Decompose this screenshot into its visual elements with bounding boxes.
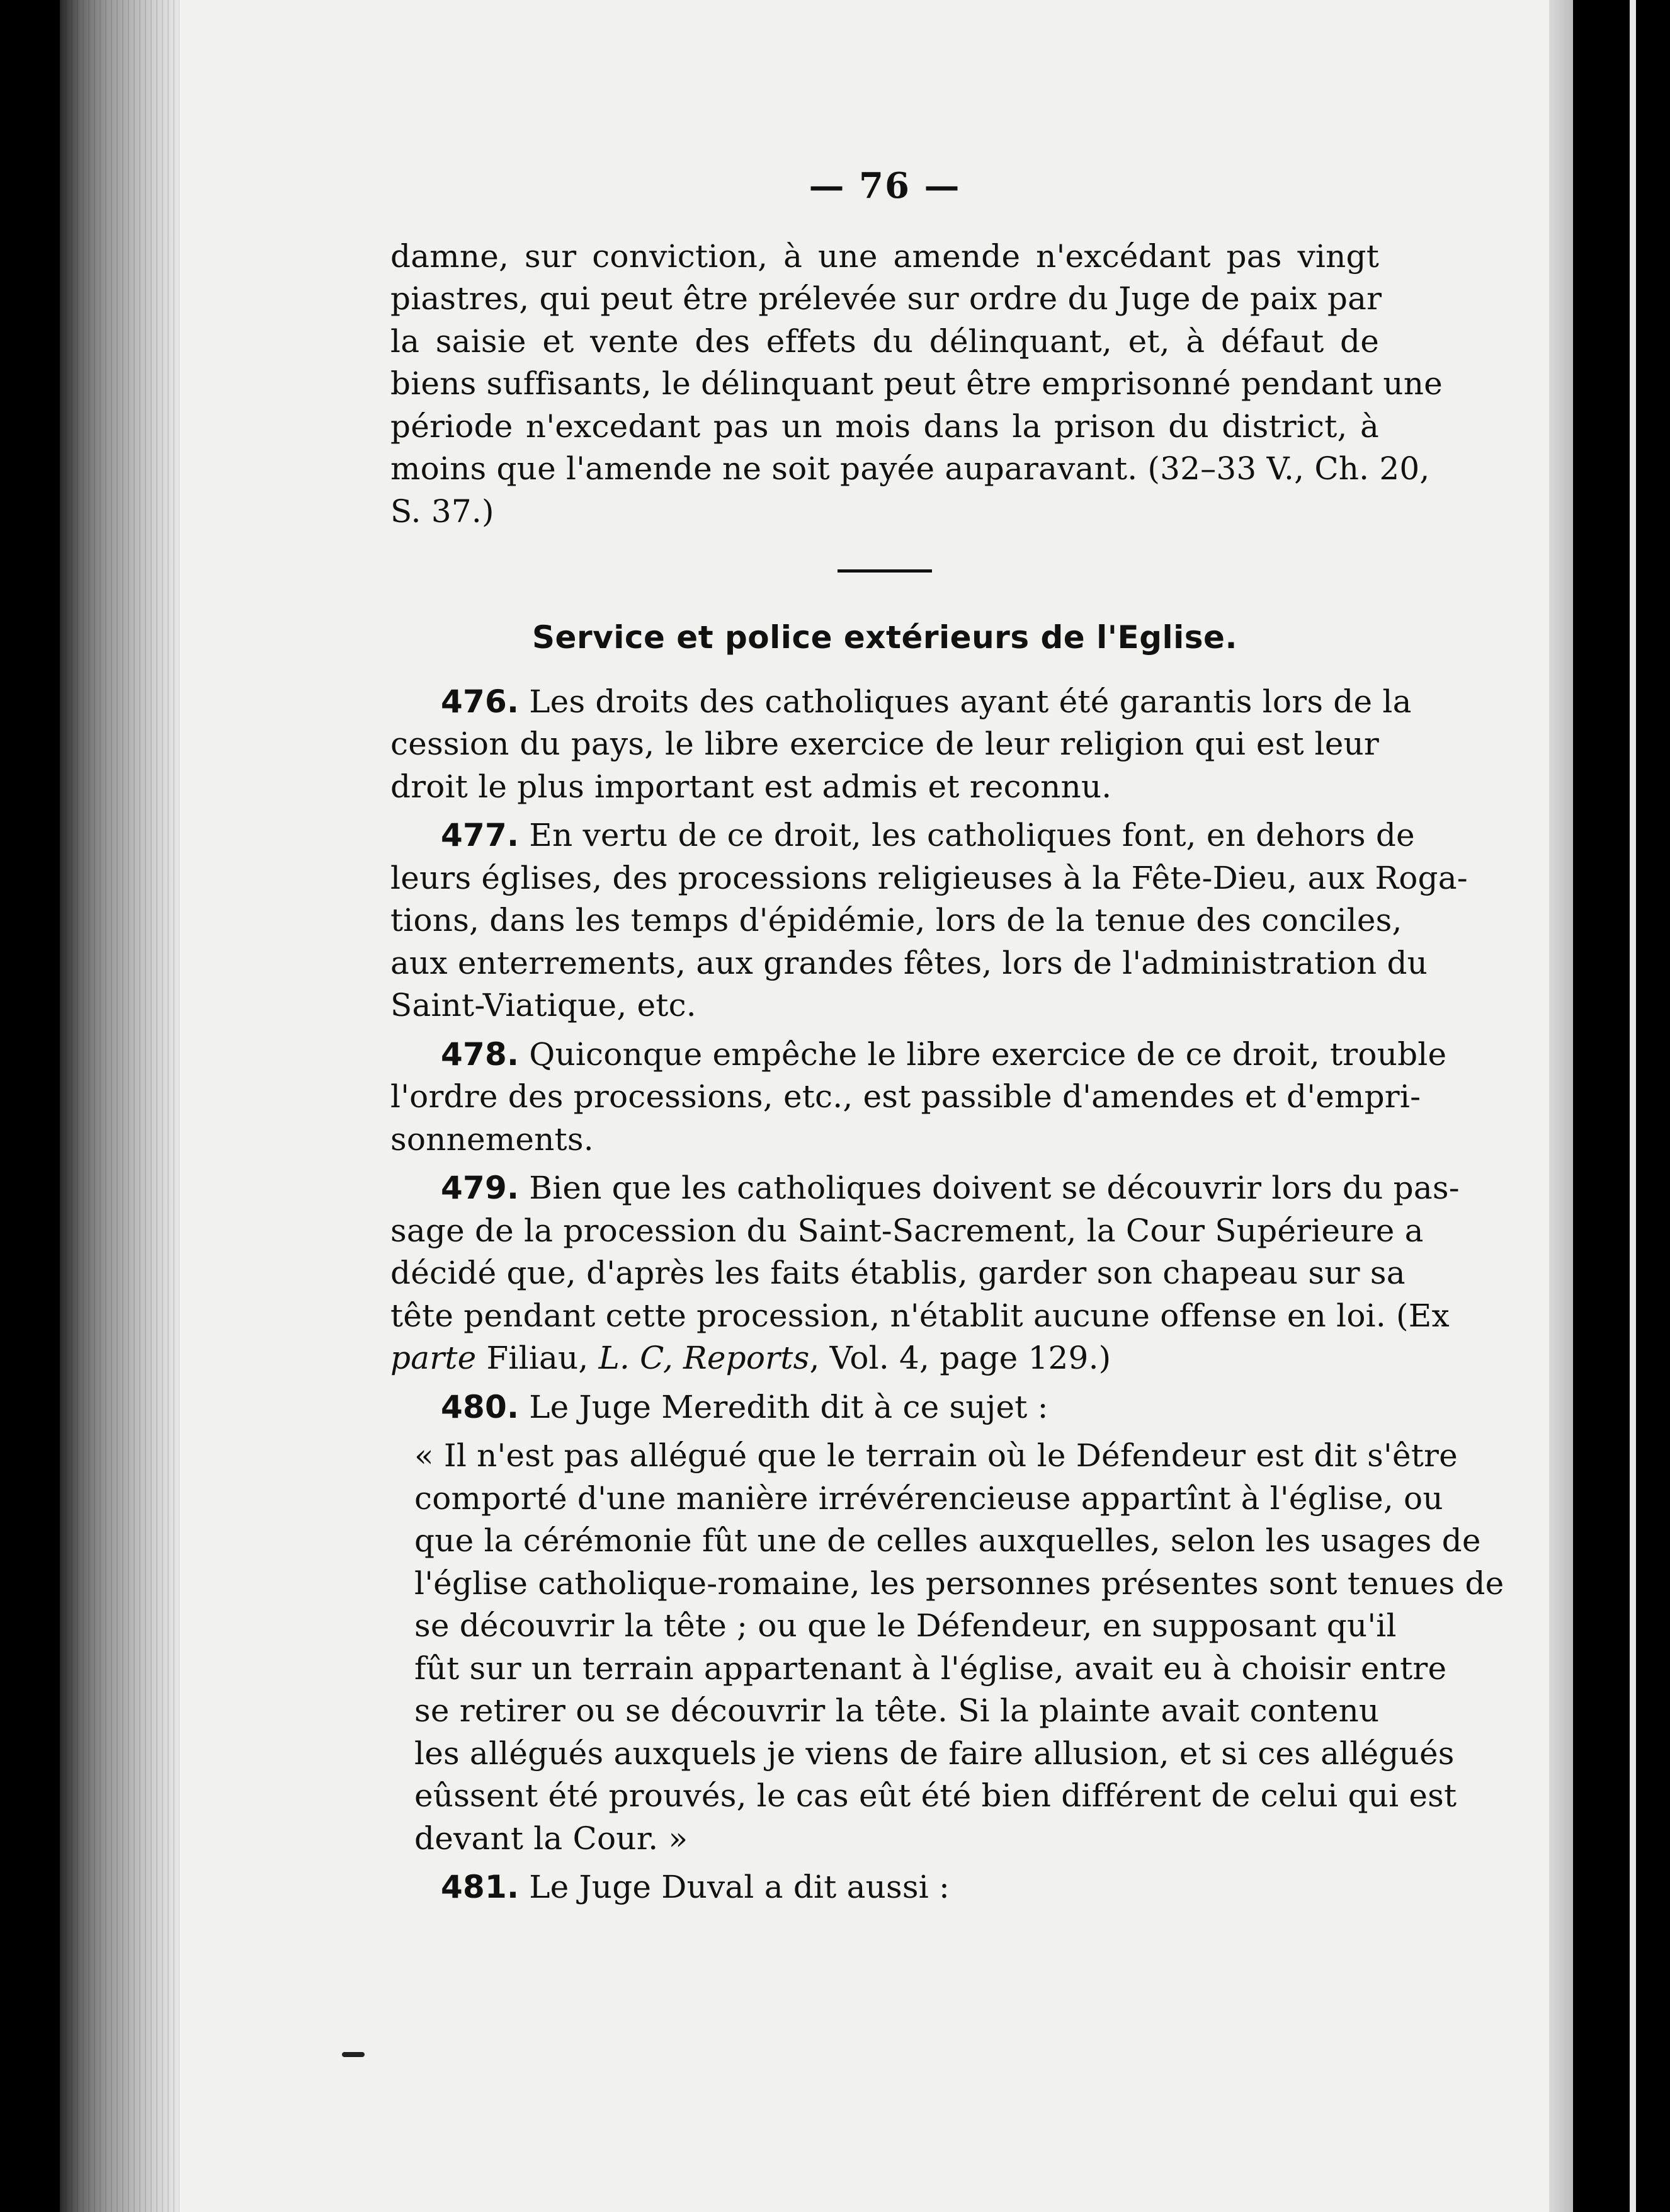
article-number: 479. <box>441 1170 520 1206</box>
text-line <box>390 1034 1447 1076</box>
text-span: En vertu de ce droit, les catholiques font, en dehors de <box>529 817 1415 853</box>
italic-text: L. C, Reports <box>598 1340 810 1376</box>
text-span: , Vol. 4, page 129.) <box>809 1340 1111 1376</box>
article-number: 477. <box>441 817 520 853</box>
italic-text: parte <box>390 1340 477 1376</box>
text-line <box>390 1866 1379 1909</box>
text-line: tête pendant cette procession, n'établit aucune offense en loi. (Ex <box>390 1297 1450 1334</box>
scan-right-border <box>1573 0 1670 2212</box>
text-line: leurs églises, des processions religieuses à la Fête-Dieu, aux Roga- <box>390 859 1468 896</box>
text-line <box>390 1167 1460 1210</box>
text-line: période n'excedant pas un mois dans la prison du district, à <box>390 408 1379 445</box>
text-line: aux enterrements, aux grandes fêtes, lors de l'administration du <box>390 944 1428 981</box>
article-477 <box>390 814 1468 1027</box>
text-line: l'ordre des processions, etc., est passible d'amendes et d'empri- <box>390 1078 1421 1115</box>
text-line: piastres, qui peut être prélevée sur ordre du Juge de paix par <box>390 280 1382 317</box>
section-divider <box>838 569 932 573</box>
text-line: fût sur un terrain appartenant à l'église, avait eu à choisir entre <box>414 1650 1447 1687</box>
article-number: 476. <box>441 683 520 720</box>
text-span: Bien que les catholiques doivent se découvrir lors du pas- <box>529 1170 1460 1206</box>
text-line: tions, dans les temps d'épidémie, lors de la tenue des conciles, <box>390 902 1402 938</box>
text-line: les allégués auxquels je viens de faire allusion, et si ces allégués <box>414 1735 1455 1772</box>
text-line: sage de la procession du Saint-Sacrement, la Cour Supérieure a <box>390 1212 1424 1249</box>
page-right-edge <box>1549 0 1573 2212</box>
article-number: 478. <box>441 1035 520 1073</box>
text-line: devant la Cour. » <box>414 1820 688 1857</box>
text-line: biens suffisants, le délinquant peut être emprisonné pendant une <box>390 365 1443 402</box>
text-line: l'église catholique-romaine, les personnes présentes sont tenues de <box>414 1565 1504 1602</box>
text-line: Saint-Viatique, etc. <box>390 987 696 1023</box>
text-line: comporté d'une manière irrévérencieuse appartînt à l'église, ou <box>414 1479 1443 1517</box>
article-479 <box>390 1167 1460 1380</box>
text-span: Quiconque empêche le libre exercice de ce droit, trouble <box>529 1035 1447 1073</box>
text-line: décidé que, d'après les faits établis, garder son chapeau sur sa <box>390 1255 1406 1291</box>
text-line: que la cérémonie fût une de celles auxquelles, selon les usages de <box>414 1522 1481 1559</box>
text-line: sonnements. <box>390 1120 594 1158</box>
text-line: droit le plus important est admis et reconnu. <box>390 768 1112 805</box>
text-line <box>390 1386 1379 1429</box>
intro-paragraph <box>390 236 1443 533</box>
text-line: se découvrir la tête ; ou que le Défendeur, en supposant qu'il <box>414 1607 1397 1644</box>
text-line: damne, sur conviction, à une amende n'excédant pas vingt <box>390 237 1379 275</box>
text-span: Les droits des catholiques ayant été garantis lors de la <box>529 683 1412 720</box>
text-line: cession du pays, le libre exercice de leur religion qui est leur <box>390 726 1379 762</box>
text-line <box>390 681 1412 724</box>
text-span: Filiau, <box>476 1340 599 1376</box>
text-line: moins que l'amende ne soit payée auparavant. (32–33 V., Ch. 20, <box>390 450 1430 487</box>
page-number: — 76 — <box>809 165 961 207</box>
article-480 <box>390 1386 1379 1429</box>
text-line <box>390 1337 1379 1380</box>
ink-smudge <box>342 2052 365 2057</box>
article-476 <box>390 681 1412 809</box>
article-478 <box>390 1034 1447 1161</box>
page-text <box>390 165 1504 1909</box>
article-481 <box>390 1866 1379 1909</box>
text-span: Le Juge Meredith dit à ce sujet : <box>529 1388 1048 1425</box>
text-line: se retirer ou se découvrir la tête. Si la plainte avait contenu <box>414 1692 1380 1729</box>
article-number: 481. <box>441 1869 520 1905</box>
quotation <box>390 1435 1504 1860</box>
text-line: S. 37.) <box>390 493 494 530</box>
text-line: eûssent été prouvés, le cas eût été bien différent de celui qui est <box>414 1777 1457 1814</box>
scan-right-line <box>1630 0 1636 2212</box>
text-line: la saisie et vente des effets du délinquant, et, à défaut de <box>390 322 1379 360</box>
text-span: Le Juge Duval a dit aussi : <box>529 1869 950 1905</box>
text-line: « Il n'est pas allégué que le terrain où le Défendeur est dit s'être <box>414 1437 1458 1474</box>
page-edges <box>60 0 179 2212</box>
text-line <box>390 814 1415 857</box>
section-title: Service et police extérieurs de l'Eglise. <box>532 619 1237 656</box>
article-number: 480. <box>441 1388 520 1425</box>
